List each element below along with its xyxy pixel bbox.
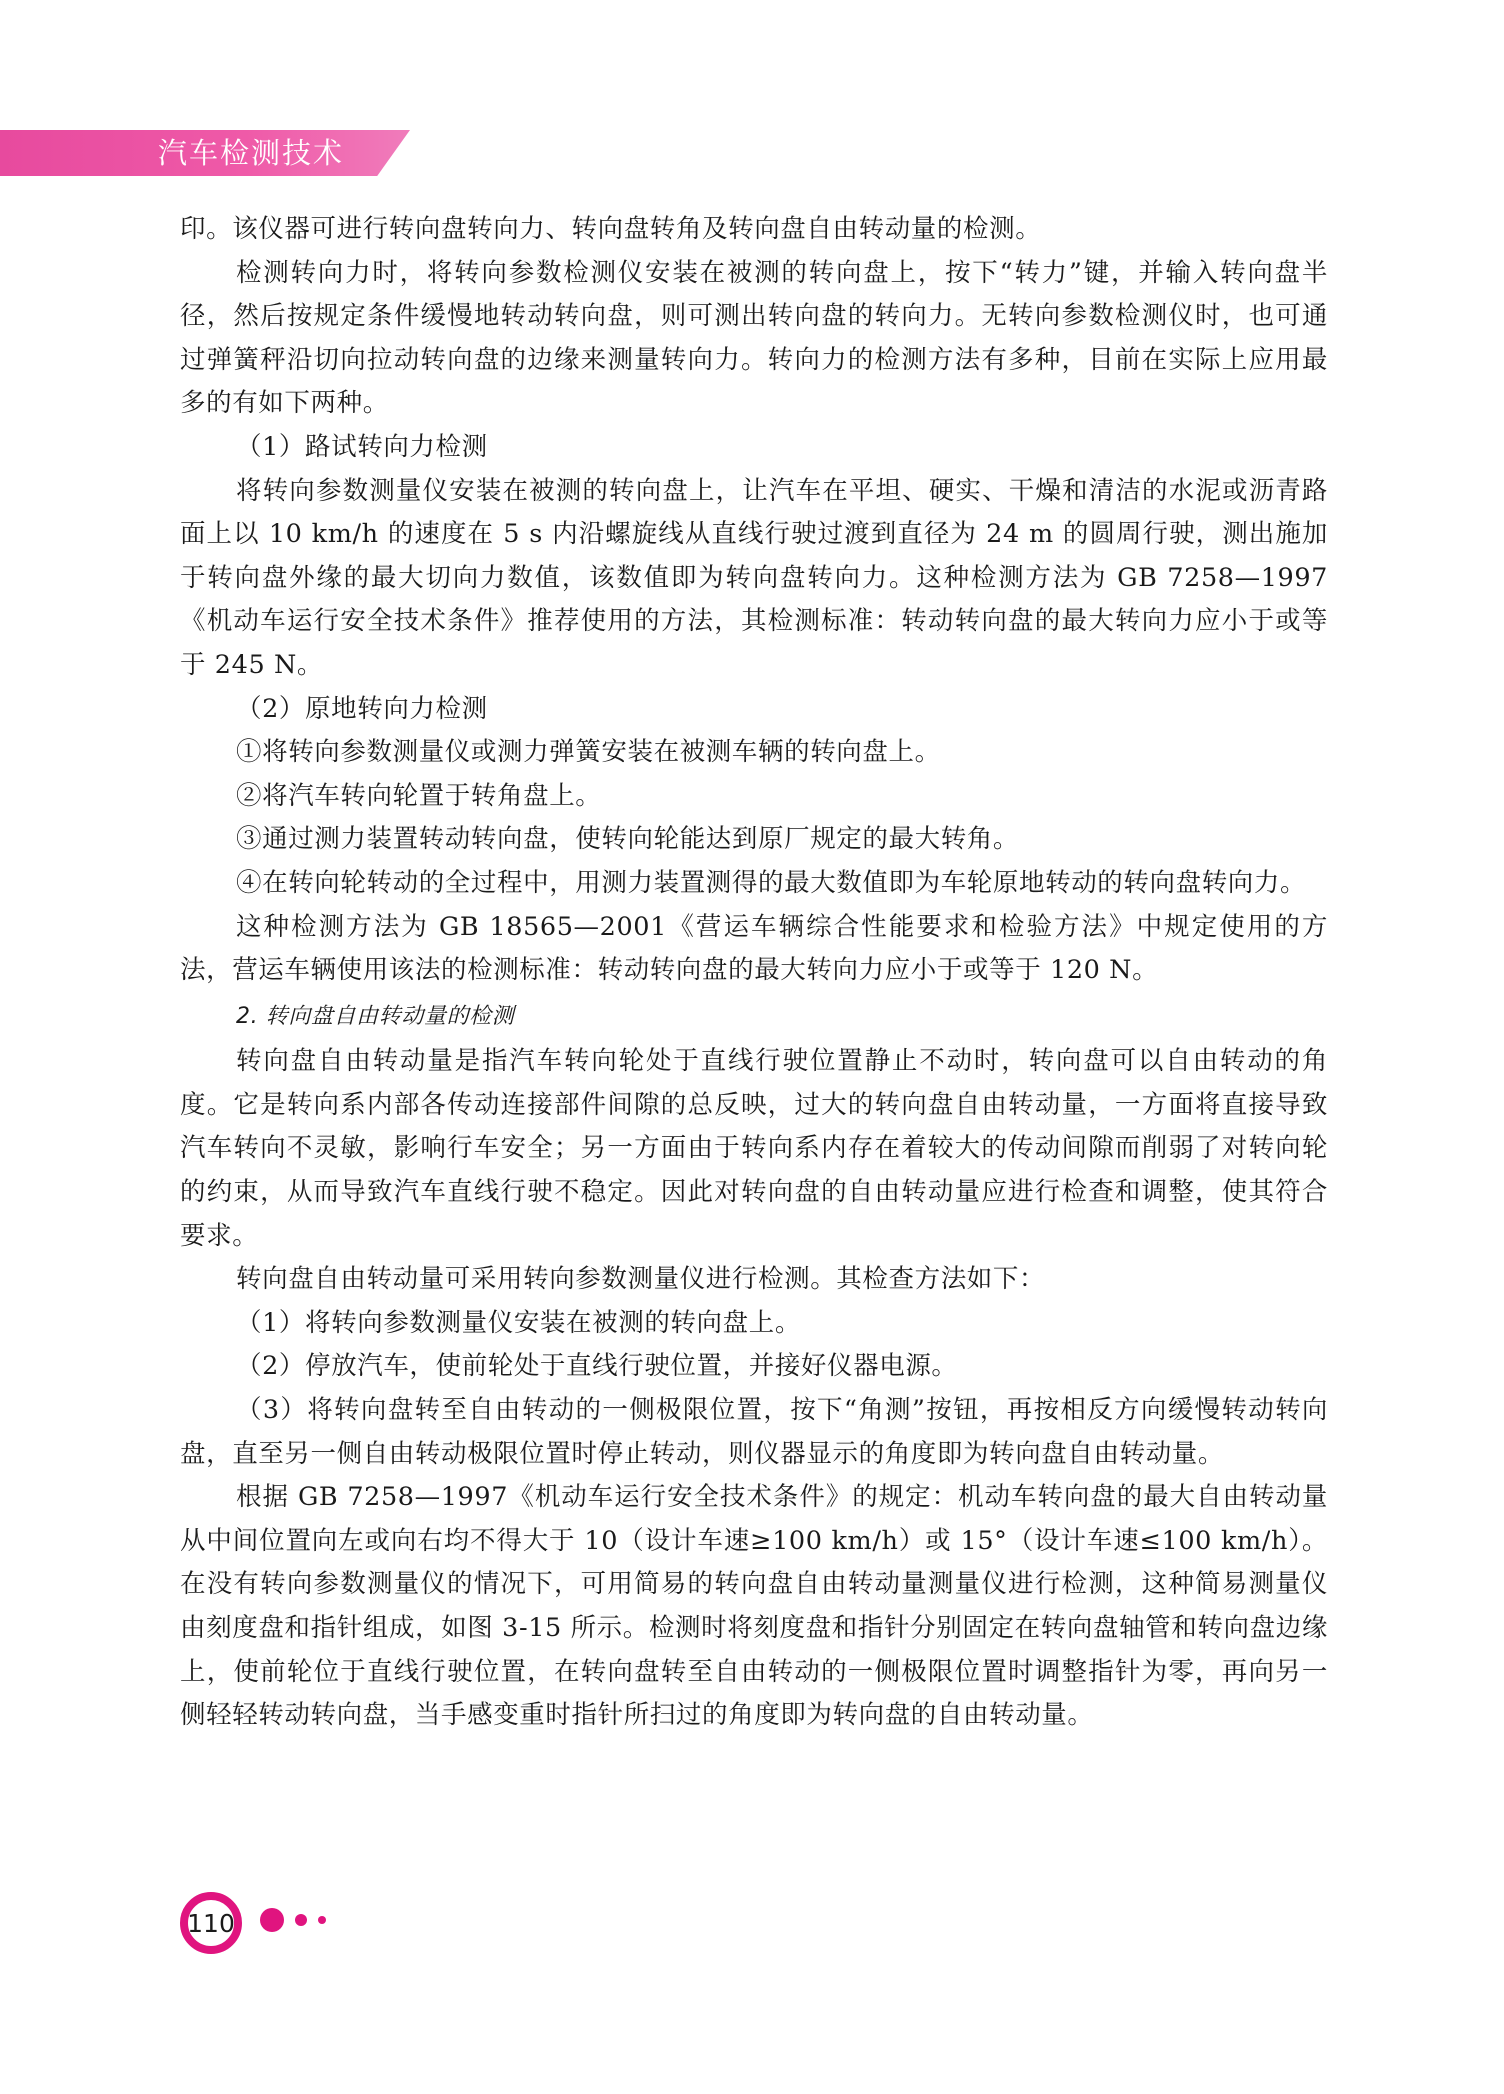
list-item: ②将汽车转向轮置于转角盘上。 xyxy=(236,780,602,811)
paragraph: 检测转向力时，将转向参数检测仪安装在被测的转向盘上，按下“转力”键，并输入转向盘半径，然后按规定条件缓慢地转动转向盘，则可测出转向盘的转向力。无转向参数检测仪时，也可通过弹簧秤沿切向拉动转向盘的边缘来测量转向力。转向力的检测方法有多种，目前在实际上应用最多的有如下两种。 xyxy=(180,257,1328,419)
book-title: 汽车检测技术 xyxy=(158,136,345,170)
list-item: （3）将转向盘转至自由转动的一侧极限位置，按下“角测”按钮，再按相反方向缓慢转动转向盘，直至另一侧自由转动极限位置时停止转动，则仪器显示的角度即为转向盘自由转动量。 xyxy=(180,1395,1328,1469)
subheading: （1）路试转向力检测 xyxy=(236,431,488,462)
paragraph: 转向盘自由转动量是指汽车转向轮处于直线行驶位置静止不动时，转向盘可以自由转动的角度。它是转向系内部各传动连接部件间隙的总反映，过大的转向盘自由转动量，一方面将直接导致汽车转向不灵敏，影响行车安全；另一方面由于转向系内存在着较大的传动间隙而削弱了对转向轮的约束，从而导致汽车直线行驶不稳定。因此对转向盘的自由转动量应进行检查和调整，使其符合要求。 xyxy=(180,1046,1328,1251)
section-heading: 2. 转向盘自由转动量的检测 xyxy=(236,1003,515,1029)
subheading: （2）原地转向力检测 xyxy=(236,693,488,724)
paragraph: 这种检测方法为 GB 18565—2001《营运车辆综合性能要求和检验方法》中规定使用的方法，营运车辆使用该法的检测标准：转动转向盘的最大转向力应小于或等于 120 N。 xyxy=(180,911,1328,986)
paragraph: 印。该仪器可进行转向盘转向力、转向盘转角及转向盘自由转动量的检测。 xyxy=(180,214,1042,244)
list-item: ③通过测力装置转动转向盘，使转向轮能达到原厂规定的最大转角。 xyxy=(236,824,1020,855)
decorative-dot-icon xyxy=(318,1916,326,1924)
list-item: ①将转向参数测量仪或测力弹簧安装在被测车辆的转向盘上。 xyxy=(236,737,941,768)
list-item: （2）停放汽车，使前轮处于直线行驶位置，并接好仪器电源。 xyxy=(236,1351,958,1382)
paragraph: 将转向参数测量仪安装在被测的转向盘上，让汽车在平坦、硬实、干燥和清洁的水泥或沥青路面上以 10 km/h 的速度在 5 s 内沿螺旋线从直线行驶过渡到直径为 24 m 的圆周行驶，测出施加于转向盘外缘的最大切向力数值，该数值即为转向盘转向力。这种检测方法为 GB 7258—1997《机动车运行安全技术条件》推荐使用的方法，其检测标准：转动转向盘的最大转向力应小于或等于 245 N。 xyxy=(180,475,1328,680)
page-number-label: 110 xyxy=(187,1908,235,1938)
list-item: ④在转向轮转动的全过程中，用测力装置测得的最大数值即为车轮原地转动的转向盘转向力。 xyxy=(236,867,1307,898)
paragraph: 根据 GB 7258—1997《机动车运行安全技术条件》的规定：机动车转向盘的最大自由转动量从中间位置向左或向右均不得大于 10（设计车速≥100 km/h）或 15°（设计车速≤100 km/h）。在没有转向参数测量仪的情况下，可用简易的转向盘自由转动量测量仪进行检测，这种简易测量仪由刻度盘和指针组成，如图 3-15 所示。检测时将刻度盘和指针分别固定在转向盘轴管和转向盘边缘上，使前轮位于直线行驶位置，在转向盘转至自由转动的一侧极限位置时调整指针为零，再向另一侧轻轻转动转向盘，当手感变重时指针所扫过的角度即为转向盘的自由转动量。 xyxy=(180,1482,1328,1731)
page-number xyxy=(180,1892,242,1954)
body-text xyxy=(180,208,1328,1738)
list-item: （1）将转向参数测量仪安装在被测的转向盘上。 xyxy=(236,1307,801,1338)
decorative-dot-icon xyxy=(295,1914,307,1926)
paragraph: 转向盘自由转动量可采用转向参数测量仪进行检测。其检查方法如下： xyxy=(236,1264,1046,1295)
decorative-dot-icon xyxy=(260,1908,284,1932)
